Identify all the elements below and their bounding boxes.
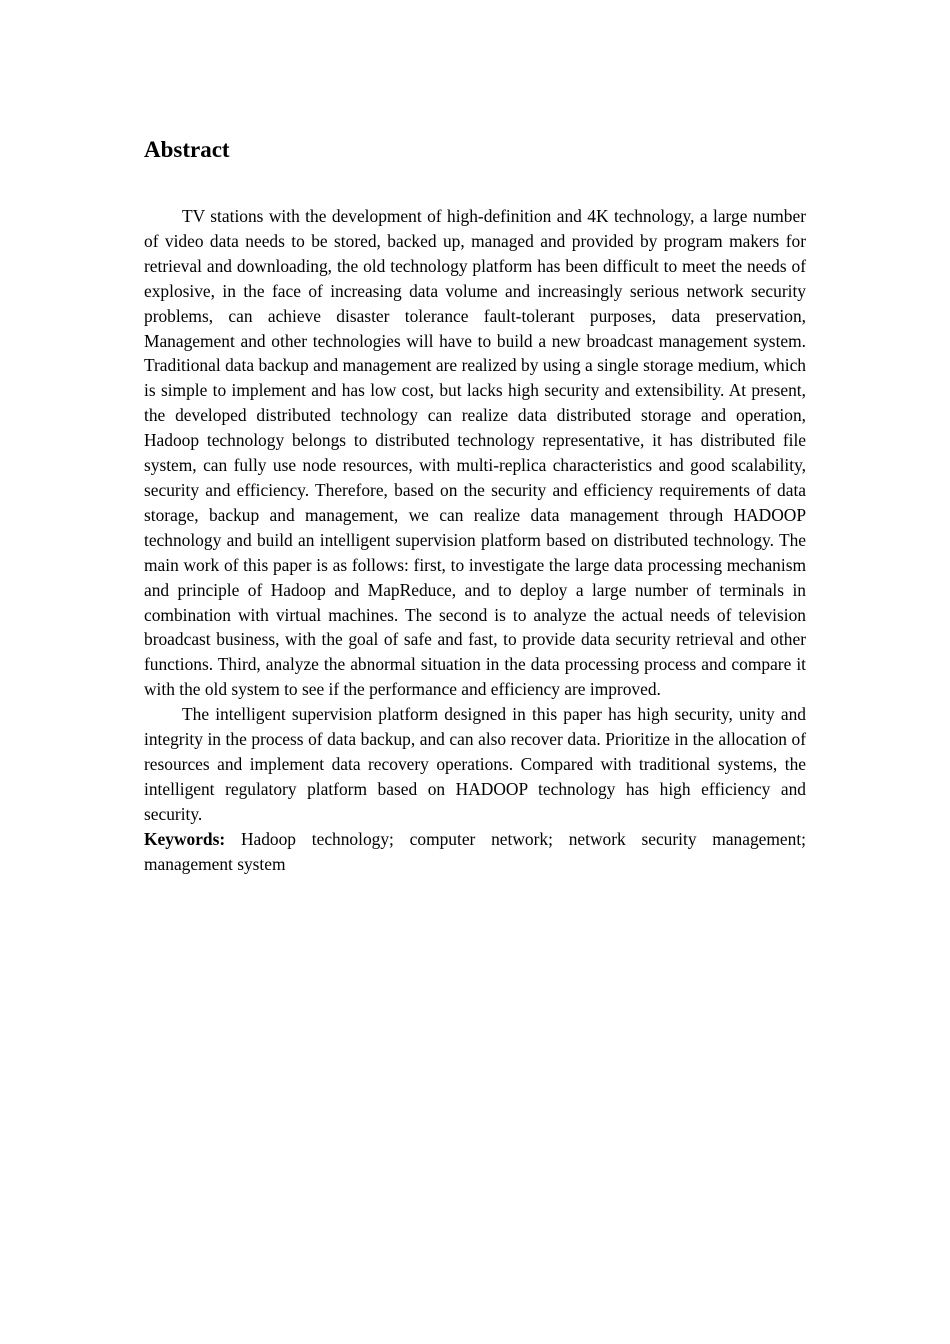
- abstract-paragraph-2: The intelligent supervision platform designed in this paper has high security, unity and integrity in the process of data backup, and can also recover data. Prioritize in the allocation of resources and implement data recovery operations. Compared with traditional systems, the intelligent regulatory platform based on HADOOP technology has high efficiency and security.: [144, 704, 806, 824]
- abstract-paragraph-1: TV stations with the development of high-definition and 4K technology, a large number of video data needs to be stored, backed up, managed and provided by program makers for retrieval and downloading, the old technology platform has been difficult to meet the needs of explosive, in the face of increasing data volume and increasingly serious network security problems, can achieve disaster tolerance fault-tolerant purposes, data preservation, Management and other technologies will have to build a new broadcast management system. Traditional data backup and management are realized by using a single storage medium, which is simple to implement and has low cost, but lacks high security and extensibility. At present, the developed distributed technology can realize data distributed storage and operation, Hadoop technology belongs to distributed technology representative, it has distributed file system, can fully use node resources, with multi-replica characteristics and good scalability, security and efficiency. Therefore, based on the security and efficiency requirements of data storage, backup and management, we can realize data management through HADOOP technology and build an intelligent supervision platform based on distributed technology. The main work of this paper is as follows: first, to investigate the large data processing mechanism and principle of Hadoop and MapReduce, and to deploy a large number of terminals in combination with virtual machines. The second is to analyze the actual needs of television broadcast business, with the goal of safe and fast, to provide data security retrieval and other functions. Third, analyze the abnormal situation in the data processing process and compare it with the old system to see if the performance and efficiency are improved.: [144, 206, 806, 700]
- keywords-label: Keywords:: [144, 828, 226, 849]
- keywords-text: Hadoop technology; computer network; network security management; management system: [144, 828, 806, 874]
- keywords-line: [144, 827, 806, 877]
- abstract-body: [144, 204, 806, 876]
- document-page: [144, 136, 806, 876]
- abstract-heading: Abstract: [144, 137, 230, 162]
